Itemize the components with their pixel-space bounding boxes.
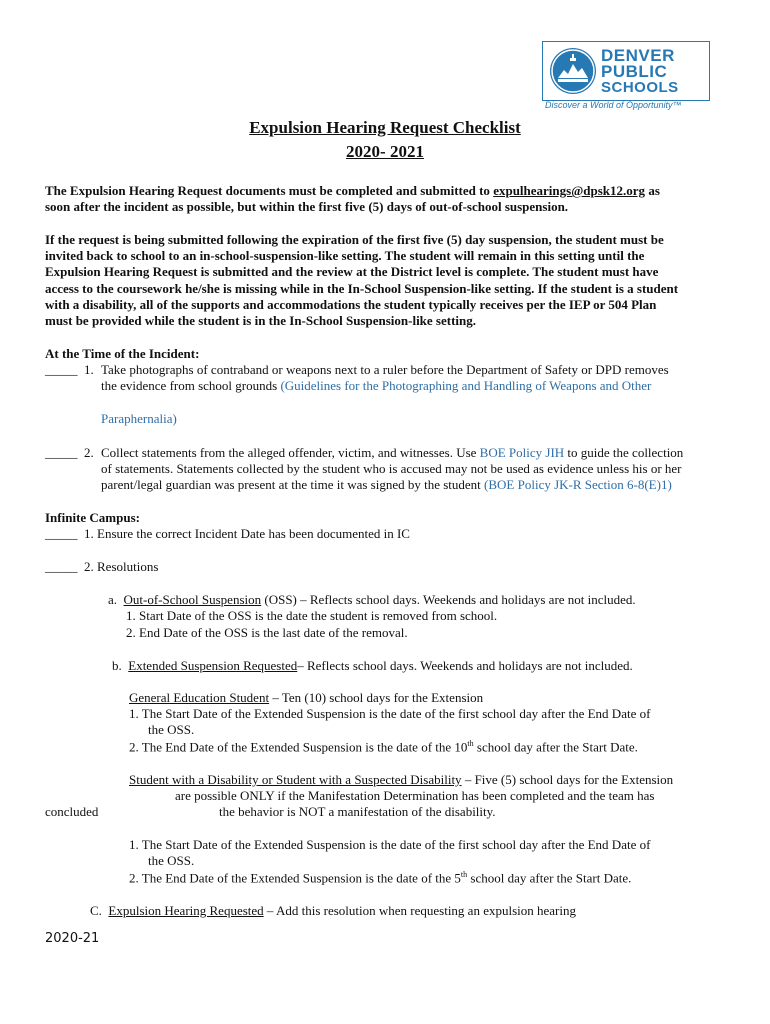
resolution-a-1: 1. Start Date of the OSS is the date the student is removed from school. bbox=[126, 608, 498, 623]
disability-text: school day after the Start Date. bbox=[467, 870, 632, 886]
superscript: th bbox=[467, 739, 474, 748]
disability-heading bbox=[129, 772, 673, 788]
disability-2 bbox=[129, 870, 631, 886]
intro-line-2: soon after the incident as possible, but within the first five (5) days of out-of-school suspension. bbox=[45, 199, 569, 214]
disability-1: 1. The Start Date of the Extended Suspension is the date of the first school day after the End Date of bbox=[129, 837, 651, 852]
logo-line-3: SCHOOLS bbox=[601, 79, 679, 96]
logo-line-2: PUBLIC bbox=[601, 62, 668, 81]
boe-policy-jkr-link[interactable]: (BOE Policy JK-R Section 6-8(E)1) bbox=[484, 477, 672, 492]
incident-item-1-line-1: Take photographs of contraband or weapons next to a ruler before the Department of Safety or DPD removes bbox=[101, 362, 669, 377]
guidelines-link-cont[interactable]: Paraphernalia) bbox=[101, 411, 177, 426]
disability-concluded: concluded bbox=[45, 804, 99, 819]
email-link[interactable]: expulhearings@dpsk12.org bbox=[493, 183, 646, 198]
disability-1-cont: the OSS. bbox=[148, 853, 195, 868]
incident-text: Collect statements from the alleged offender, victim, and witnesses. Use bbox=[101, 445, 480, 460]
checkbox-blank[interactable]: _____ bbox=[45, 445, 78, 460]
disability-text: – Five (5) school days for the Extension bbox=[461, 772, 674, 787]
gen-ed-title: General Education Student bbox=[129, 690, 270, 705]
intro-p2-line: Expulsion Hearing Request is submitted and the review at the District level is complete. The student must have bbox=[45, 264, 659, 279]
resolution-label: C. bbox=[90, 903, 102, 918]
resolution-a-2: 2. End Date of the OSS is the last date of the removal. bbox=[126, 625, 408, 640]
gen-ed-1: 1. The Start Date of the Extended Suspension is the date of the first school day after the End Date of bbox=[129, 706, 651, 721]
checkbox-blank[interactable]: _____ bbox=[45, 362, 78, 377]
logo-line-1: DENVER bbox=[601, 46, 675, 65]
dps-logo bbox=[542, 41, 710, 101]
guidelines-link[interactable]: (Guidelines for the Photographing and Handling of Weapons and Other bbox=[280, 378, 652, 393]
city-skyline-icon bbox=[550, 48, 596, 94]
intro-p2-line: If the request is being submitted following the expiration of the first five (5) day suspension, the student must be bbox=[45, 232, 664, 247]
resolution-title: Expulsion Hearing Requested bbox=[108, 903, 264, 918]
intro-p2-line: access to the coursework he/she is missing while in the In-School Suspension-like setting. If the student is a student bbox=[45, 281, 679, 296]
resolution-label: b. bbox=[112, 658, 122, 673]
footer-year: 2020-21 bbox=[45, 931, 100, 946]
superscript: th bbox=[460, 870, 468, 879]
incident-item-2-line-2: of statements. Statements collected by the student who is accused may not be used as evidence unless his or her bbox=[101, 461, 682, 476]
intro-text: The Expulsion Hearing Request documents must be completed and submitted to bbox=[45, 183, 494, 198]
intro-text: as bbox=[645, 183, 660, 198]
gen-ed-text: school day after the Start Date. bbox=[473, 739, 638, 755]
resolution-title: Extended Suspension Requested bbox=[128, 658, 298, 673]
checkbox-blank[interactable]: _____ bbox=[45, 559, 78, 574]
disability-line-2: are possible ONLY if the Manifestation Determination has been completed and the team has bbox=[175, 788, 655, 803]
resolution-a bbox=[108, 592, 636, 608]
gen-ed-heading bbox=[129, 690, 483, 706]
gen-ed-text: 2. The End Date of the Extended Suspension is the date of the 10 bbox=[129, 739, 468, 755]
resolution-text: – Add this resolution when requesting an expulsion hearing bbox=[263, 903, 576, 918]
gen-ed-1-cont: the OSS. bbox=[148, 722, 195, 737]
incident-text: to guide the collection bbox=[564, 445, 684, 460]
checkbox-blank[interactable]: _____ bbox=[45, 526, 78, 541]
intro-line-1 bbox=[45, 183, 660, 199]
logo-tagline: Discover a World of Opportunity™ bbox=[545, 100, 682, 110]
incident-item-2-line-1 bbox=[101, 445, 683, 461]
boe-policy-jih-link[interactable]: BOE Policy JIH bbox=[479, 445, 565, 460]
intro-p2-line: invited back to school to an in-school-suspension-like setting. The student will remain in this setting until the bbox=[45, 248, 645, 263]
incident-text: the evidence from school grounds bbox=[101, 378, 281, 393]
intro-p2-line: must be provided while the student is in the In-School Suspension-like setting. bbox=[45, 313, 477, 328]
page-subtitle-year: 2020- 2021 bbox=[346, 142, 424, 161]
resolution-title: Out-of-School Suspension bbox=[123, 592, 262, 607]
campus-item-2: 2. Resolutions bbox=[84, 559, 159, 574]
resolution-label: a. bbox=[108, 592, 118, 607]
gen-ed-2 bbox=[129, 739, 638, 755]
incident-text: parent/legal guardian was present at the time it was signed by the student bbox=[101, 477, 485, 492]
resolution-text: – Reflects school days. Weekends and holidays are not included. bbox=[297, 658, 633, 673]
campus-heading: Infinite Campus: bbox=[45, 510, 140, 525]
disability-title: Student with a Disability or Student with a Suspected Disability bbox=[129, 772, 462, 787]
incident-item-1-line-2 bbox=[101, 378, 651, 394]
incident-item-2-line-3 bbox=[101, 477, 672, 493]
intro-p2-line: with a disability, all of the supports and accommodations the student typically receives per the IEP or 504 Plan bbox=[45, 297, 657, 312]
page-title: Expulsion Hearing Request Checklist bbox=[249, 118, 521, 137]
resolution-c bbox=[90, 903, 576, 919]
disability-line-3: the behavior is NOT a manifestation of the disability. bbox=[219, 804, 496, 819]
campus-item-1: 1. Ensure the correct Incident Date has been documented in IC bbox=[84, 526, 410, 541]
item-number: 1. bbox=[84, 362, 94, 377]
resolution-b bbox=[112, 658, 633, 674]
disability-text: 2. The End Date of the Extended Suspension is the date of the 5 bbox=[129, 870, 461, 886]
gen-ed-text: – Ten (10) school days for the Extension bbox=[269, 690, 484, 705]
resolution-text: (OSS) – Reflects school days. Weekends and holidays are not included. bbox=[261, 592, 636, 607]
item-number: 2. bbox=[84, 445, 94, 460]
incident-heading: At the Time of the Incident: bbox=[45, 346, 200, 361]
